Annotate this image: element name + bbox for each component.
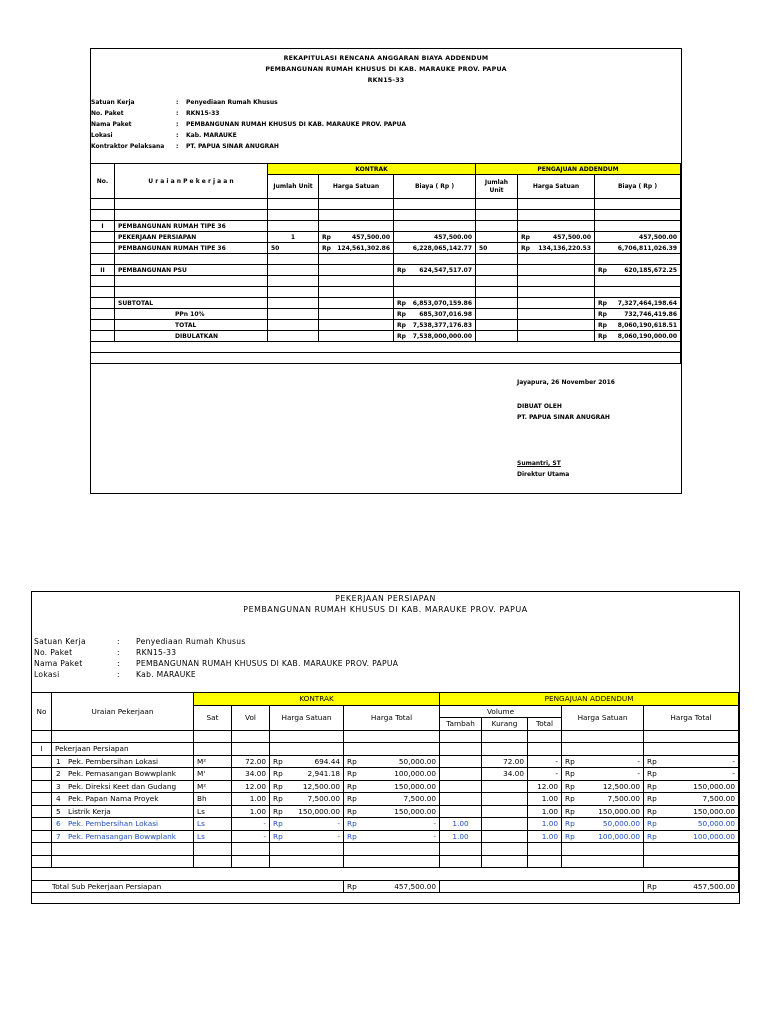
kontrak-header: KONTRAK [194,693,440,706]
item-addendum-harga-satuan: 50,000.00 [602,819,641,829]
item-tambah [440,768,482,781]
info-colon: : [176,99,179,106]
col-header-harga-total: Harga Total [344,705,440,730]
table-row [91,243,681,254]
empty-row [32,868,739,881]
info-value-lokasi: Kab. MARAUKE [136,670,196,679]
item-addendum-harga-total: - [732,756,736,766]
addendum-biaya: 8,060,190,618.51 [617,321,677,329]
empty-row [91,199,681,210]
col-header-harga-satuan-addendum: Harga Satuan [562,705,644,730]
kontrak-biaya: 6,228,065,142.77 [394,243,476,254]
currency-label: Rp [273,819,283,829]
currency-label: Rp [273,769,283,779]
section-row [32,743,739,756]
col-header-no: No. [91,164,115,199]
item-vol: 12.00 [232,780,270,793]
signature-position: Direktur Utama [517,471,570,478]
addendum-biaya: 620,185,672.25 [624,266,677,274]
info-colon: : [176,121,179,128]
item-no: 7 [56,831,61,841]
item-kurang [482,780,528,793]
table-row [32,818,739,831]
item-sat: M' [194,768,232,781]
info-value-nama-paket: PEMBANGUNAN RUMAH KHUSUS DI KAB. MARAUKE PROV. PAPUA [186,121,406,128]
addendum-biaya: 457,500.00 [595,232,681,243]
empty-row [91,287,681,298]
col-header-uraian: Uraian Pekerjaan [52,693,194,731]
currency-label: Rp [273,794,283,804]
info-label-satuan-kerja: Satuan Kerja [34,637,86,646]
currency-label: Rp [647,781,657,791]
col-header-biaya: Biaya ( Rp ) [394,175,476,199]
item-uraian: Pek. Pembersihan Lokasi [68,819,159,829]
table-row [32,755,739,768]
col-header-jumlah-unit-addendum: Jumlah Unit [476,175,518,199]
currency-label: Rp [521,233,530,241]
currency-label: Rp [347,769,357,779]
section-uraian: Pekerjaan Persiapan [52,743,194,756]
table-row [91,320,681,331]
table-row [32,805,739,818]
item-harga-satuan: 150,000.00 [298,806,340,816]
item-addendum-harga-total: 150,000.00 [693,781,736,791]
row-uraian: DIBULATKAN [115,331,268,342]
kontrak-biaya: 6,853,070,159.86 [412,299,472,307]
item-harga-satuan: 2,941.18 [307,769,340,779]
section-no: I [32,743,52,756]
col-header-jumlah-unit: Jumlah Unit [268,175,319,199]
currency-label: Rp [647,806,657,816]
kontrak-biaya: 7,538,000,000.00 [412,332,472,340]
col-header-kurang: Kurang [482,718,528,731]
currency-label: Rp [273,756,283,766]
addendum-header: PENGAJUAN ADDENDUM [440,693,739,706]
currency-label: Rp [397,321,406,329]
item-addendum-harga-total: 7,500.00 [702,794,736,804]
item-sat: Ls [194,830,232,843]
info-value-no-paket: RKN15-33 [136,648,177,657]
empty-row [32,730,739,743]
info-label-nama-paket: Nama Paket [34,659,83,668]
kontrak-unit: 1 [268,232,319,243]
item-tambah: 1.00 [440,818,482,831]
item-sat: M² [194,780,232,793]
item-vol: - [232,830,270,843]
currency-label: Rp [565,806,575,816]
recap-subtitle: PEMBANGUNAN RUMAH KHUSUS DI KAB. MARAUKE PROV. PAPUA [265,66,507,73]
row-uraian: PEMBANGUNAN RUMAH TIPE 36 [115,221,268,232]
item-total: 1.00 [528,805,562,818]
col-header-tambah: Tambah [440,718,482,731]
item-no: 6 [56,819,61,829]
table-row [91,232,681,243]
currency-label: Rp [322,244,331,252]
currency-label: Rp [565,831,575,841]
info-value-no-paket: RKN15-33 [186,110,220,117]
kontrak-header: KONTRAK [268,164,476,175]
info-label-no-paket: No. Paket [34,648,73,657]
recap-table [90,163,681,364]
item-total: 1.00 [528,830,562,843]
currency-label: Rp [598,266,607,274]
kontrak-harga-satuan: 457,500.00 [352,233,390,241]
currency-label: Rp [347,819,357,829]
currency-label: Rp [322,233,331,241]
item-no: 3 [56,781,61,791]
item-kurang [482,818,528,831]
kontrak-biaya: 685,307,016.98 [419,310,472,318]
item-harga-satuan: - [337,819,340,829]
item-harga-satuan: - [337,831,340,841]
item-no: 1 [56,756,61,766]
currency-label: Rp [565,769,575,779]
currency-label: Rp [347,781,357,791]
currency-label: Rp [347,756,357,766]
empty-row [32,855,739,868]
signature-place-date: Jayapura, 26 November 2016 [517,379,615,386]
table-row [91,298,681,309]
currency-label: Rp [273,806,283,816]
recap-package-code: RKN15-33 [367,77,405,84]
currency-label: Rp [273,831,283,841]
currency-label: Rp [565,819,575,829]
info-value-lokasi: Kab. MARAUKE [186,132,237,139]
addendum-biaya: 6,706,811,026.39 [595,243,681,254]
item-kurang: 72.00 [482,755,528,768]
item-addendum-harga-total: 100,000.00 [693,831,736,841]
col-header-no: No [32,693,52,731]
currency-label: Rp [347,806,357,816]
table-row [32,768,739,781]
currency-label: Rp [565,756,575,766]
info-label-no-paket: No. Paket [91,110,124,117]
currency-label: Rp [598,321,607,329]
info-value-satuan-kerja: Penyediaan Rumah Khusus [136,637,246,646]
col-header-harga-satuan-addendum: Harga Satuan [518,175,595,199]
info-colon: : [117,648,120,657]
item-uraian: Pek. Pemasangan Bowwplank [68,831,177,841]
kontrak-biaya: 7,538,377,176.83 [412,321,472,329]
recap-title: REKAPITULASI RENCANA ANGGARAN BIAYA ADDENDUM [283,55,489,62]
item-tambah [440,780,482,793]
item-addendum-harga-satuan: - [637,756,641,766]
currency-label: Rp [347,881,357,891]
col-header-biaya-addendum: Biaya ( Rp ) [595,175,681,199]
item-addendum-harga-satuan: - [637,769,641,779]
row-uraian: PPn 10% [115,309,268,320]
addendum-header: PENGAJUAN ADDENDUM [476,164,681,175]
item-addendum-harga-total: 50,000.00 [697,819,736,829]
info-colon: : [117,637,120,646]
kontrak-unit: 50 [268,243,319,254]
item-sat: Ls [194,805,232,818]
signature-company: PT. PAPUA SINAR ANUGRAH [517,414,610,421]
table-row [91,309,681,320]
info-colon: : [176,132,179,139]
item-kurang [482,805,528,818]
item-addendum-harga-satuan: 150,000.00 [598,806,641,816]
item-no: 2 [56,769,61,779]
item-tambah: 1.00 [440,830,482,843]
empty-row [91,342,681,353]
currency-label: Rp [397,310,406,318]
info-colon: : [176,110,179,117]
col-header-total: Total [528,718,562,731]
table-row [91,331,681,342]
addendum-biaya: 8,060,190,000.00 [617,332,677,340]
item-total: 1.00 [528,818,562,831]
col-header-harga-satuan: Harga Satuan [270,705,344,730]
footer-addendum-total: 457,500.00 [693,881,736,891]
table-row [32,830,739,843]
preparation-title: PEKERJAAN PERSIAPAN [335,594,436,603]
table-row [91,265,681,276]
empty-row [91,210,681,221]
addendum-biaya: 732,746,419.86 [624,310,677,318]
info-label-lokasi: Lokasi [91,132,113,139]
currency-label: Rp [647,756,657,766]
currency-label: Rp [565,794,575,804]
info-colon: : [176,143,179,150]
empty-row [91,276,681,287]
col-header-harga-total-addendum: Harga Total [644,705,739,730]
currency-label: Rp [647,831,657,841]
item-uraian: Pek. Pembersihan Lokasi [68,756,159,766]
currency-label: Rp [598,310,607,318]
item-sat: Ls [194,818,232,831]
item-uraian: Pek. Pemasangan Bowwplank [68,769,177,779]
currency-label: Rp [397,266,406,274]
item-harga-total: 150,000.00 [394,806,437,816]
preparation-sheet [31,591,740,904]
currency-label: Rp [598,332,607,340]
addendum-harga-satuan: 134,136,220.53 [538,244,591,252]
recap-sheet [90,48,682,494]
item-addendum-harga-satuan: 100,000.00 [598,831,641,841]
info-colon: : [117,670,120,679]
col-header-sat: Sat [194,705,232,730]
item-vol: 72.00 [232,755,270,768]
info-label-nama-paket: Nama Paket [91,121,132,128]
footer-label: Total Sub Pekerjaan Persiapan [32,880,344,893]
currency-label: Rp [397,299,406,307]
item-vol: - [232,818,270,831]
item-tambah [440,793,482,806]
item-addendum-harga-satuan: 12,500.00 [602,781,641,791]
item-harga-total: 150,000.00 [394,781,437,791]
info-value-satuan-kerja: Penyediaan Rumah Khusus [186,99,278,106]
item-vol: 1.00 [232,793,270,806]
preparation-table [31,692,739,893]
currency-label: Rp [565,781,575,791]
item-tambah [440,755,482,768]
currency-label: Rp [647,794,657,804]
item-harga-satuan: 7,500.00 [307,794,340,804]
addendum-biaya: 7,327,464,198.64 [617,299,677,307]
item-harga-total: 50,000.00 [398,756,437,766]
col-header-harga-satuan: Harga Satuan [319,175,394,199]
info-value-nama-paket: PEMBANGUNAN RUMAH KHUSUS DI KAB. MARAUKE PROV. PAPUA [136,659,399,668]
row-uraian: PEMBANGUNAN RUMAH TIPE 36 [115,243,268,254]
item-addendum-harga-total: - [732,769,736,779]
item-harga-total: 100,000.00 [394,769,437,779]
currency-label: Rp [347,794,357,804]
item-total: - [528,755,562,768]
item-tambah [440,805,482,818]
item-sat: Bh [194,793,232,806]
table-row [32,780,739,793]
item-vol: 34.00 [232,768,270,781]
currency-label: Rp [347,831,357,841]
currency-label: Rp [647,881,657,891]
currency-label: Rp [273,781,283,791]
item-kurang [482,793,528,806]
item-no: 4 [56,794,61,804]
item-harga-satuan: 12,500.00 [302,781,340,791]
currency-label: Rp [521,244,530,252]
currency-label: Rp [598,299,607,307]
item-harga-total: - [433,819,437,829]
row-uraian: PEMBANGUNAN PSU [115,265,268,276]
col-header-volume: Volume [440,705,562,718]
row-no: I [91,221,115,232]
info-label-lokasi: Lokasi [34,670,60,679]
footer-kontrak-total: 457,500.00 [394,881,437,891]
preparation-subtitle: PEMBANGUNAN RUMAH KHUSUS DI KAB. MARAUKE PROV. PAPUA [243,605,528,614]
empty-row [32,843,739,856]
item-harga-total: 7,500.00 [403,794,437,804]
col-header-uraian: U r a i a n P e k e r j a a n [115,164,268,199]
footer-row [32,880,739,893]
addendum-unit: 50 [476,243,518,254]
signature-made-by: DIBUAT OLEH [517,403,562,410]
table-row [32,793,739,806]
item-addendum-harga-satuan: 7,500.00 [607,794,641,804]
item-total: - [528,768,562,781]
currency-label: Rp [647,769,657,779]
item-vol: 1.00 [232,805,270,818]
kontrak-harga-satuan: 124,561,302.86 [337,244,390,252]
item-total: 1.00 [528,793,562,806]
item-harga-satuan: 694.44 [314,756,340,766]
empty-row [91,254,681,265]
item-total: 12.00 [528,780,562,793]
item-uraian: Pek. Papan Nama Proyek [68,794,159,804]
row-no: II [91,265,115,276]
info-colon: : [117,659,120,668]
item-harga-total: - [433,831,437,841]
info-label-satuan-kerja: Satuan Kerja [91,99,135,106]
kontrak-biaya: 457,500.00 [394,232,476,243]
item-addendum-harga-total: 150,000.00 [693,806,736,816]
currency-label: Rp [397,332,406,340]
item-uraian: Pek. Direksi Keet dan Gudang [68,781,177,791]
row-uraian: SUBTOTAL [115,298,268,309]
item-uraian: Listrik Kerja [68,806,111,816]
row-uraian: PEKERJAAN PERSIAPAN [115,232,268,243]
kontrak-biaya: 624,547,517.07 [419,266,472,274]
addendum-harga-satuan: 457,500.00 [553,233,591,241]
table-row [91,221,681,232]
item-no: 5 [56,806,61,816]
col-header-vol: Vol [232,705,270,730]
item-rows [32,755,739,843]
empty-row [91,353,681,364]
signature-name: Sumantri, ST [517,460,561,467]
item-kurang: 34.00 [482,768,528,781]
item-kurang [482,830,528,843]
item-sat: M² [194,755,232,768]
currency-label: Rp [647,819,657,829]
info-value-kontraktor: PT. PAPUA SINAR ANUGRAH [186,143,279,150]
row-uraian: TOTAL [115,320,268,331]
info-label-kontraktor: Kontraktor Pelaksana [91,143,165,150]
